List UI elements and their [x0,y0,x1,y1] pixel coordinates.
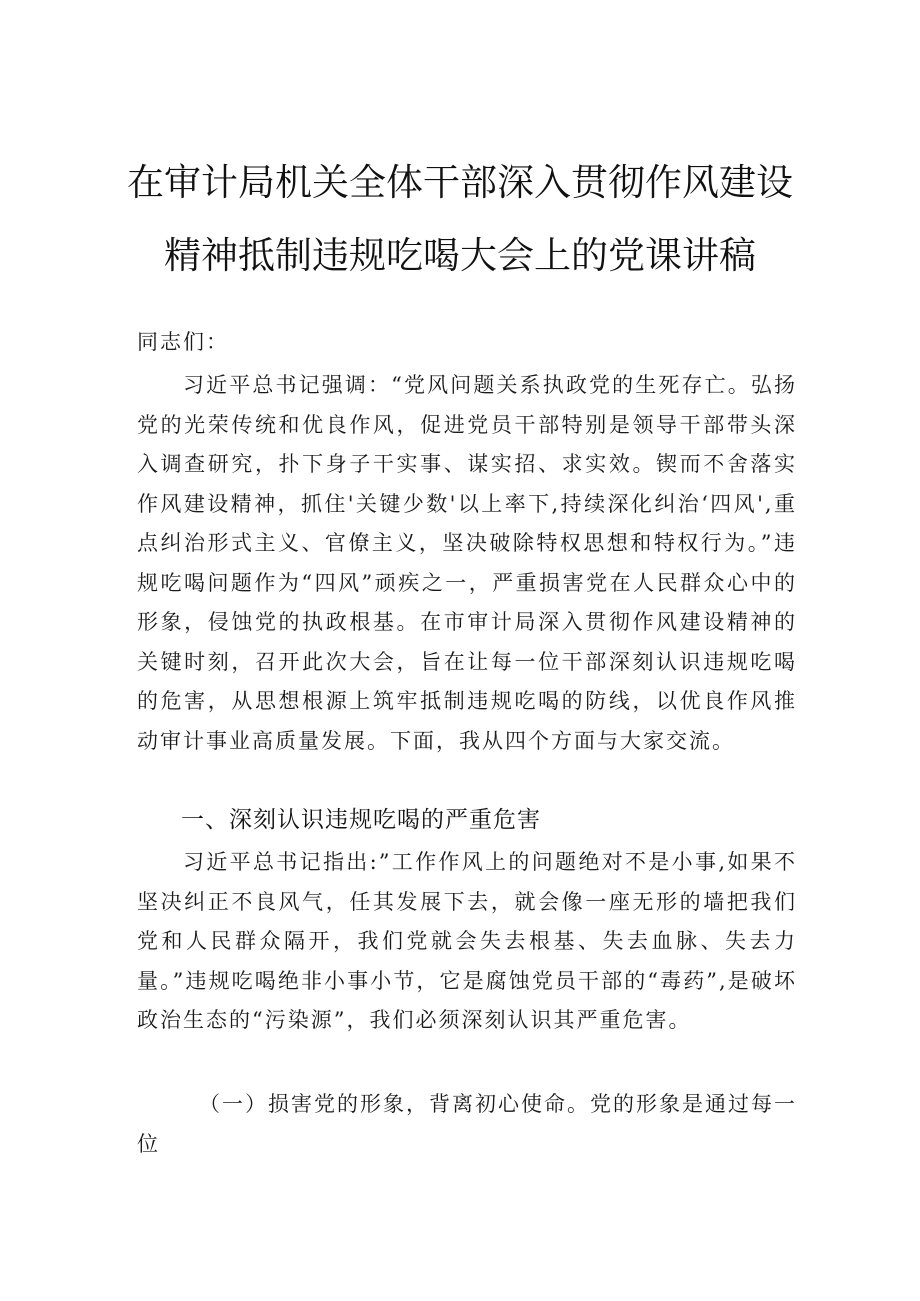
document-title-line-2: 精神抵制违规吃喝大会上的党课讲稿 [164,234,756,277]
paragraph-intro: 习近平总书记强调：“党风问题关系执政党的生死存亡。弘扬党的光荣传统和优良作风，促进党员干部特别是领导干部带头深入调查研究，扑下身子干实事、谋实招、求实效。锲而不舍落实作风建设精神，抓住'关键少数'以上率下,持续深化纠治‘四风',重点纠治形式主义、官僚主义，坚决破除特权思想和特权行为。”违规吃喝问题作为“四风”顽疾之一，严重损害党在人民群众心中的形象，侵蚀党的执政根基。在市审计局深入贯彻作风建设精神的关键时刻，召开此次大会，旨在让每一位干部深刻认识违规吃喝的危害，从思想根源上筑牢抵制违规吃喝的防线，以优良作风推动审计事业高质量发展。下面，我从四个方面与大家交流。 [137,373,797,753]
paragraph-subsection-1: （一）损害党的形象，背离初心使命。党的形象是通过每一位 [137,1092,797,1156]
section-heading-1: 一、深刻认识违规吃喝的严重危害 [181,807,541,833]
greeting: 同志们： [137,330,229,354]
paragraph-section1: 习近平总书记指出:”工作作风上的问题绝对不是小事,如果不坚决纠正不良风气，任其发展下去，就会像一座无形的墙把我们党和人民群众隔开，我们党就会失去根基、失去血脉、失去力量。”违规吃喝绝非小事小节，它是腐蚀党员干部的“毒药”,是破坏政治生态的“污染源”，我们必须深刻认识其严重危害。 [137,850,797,1032]
document-title-line-1: 在审计局机关全体干部深入贯彻作风建设 [127,161,793,204]
